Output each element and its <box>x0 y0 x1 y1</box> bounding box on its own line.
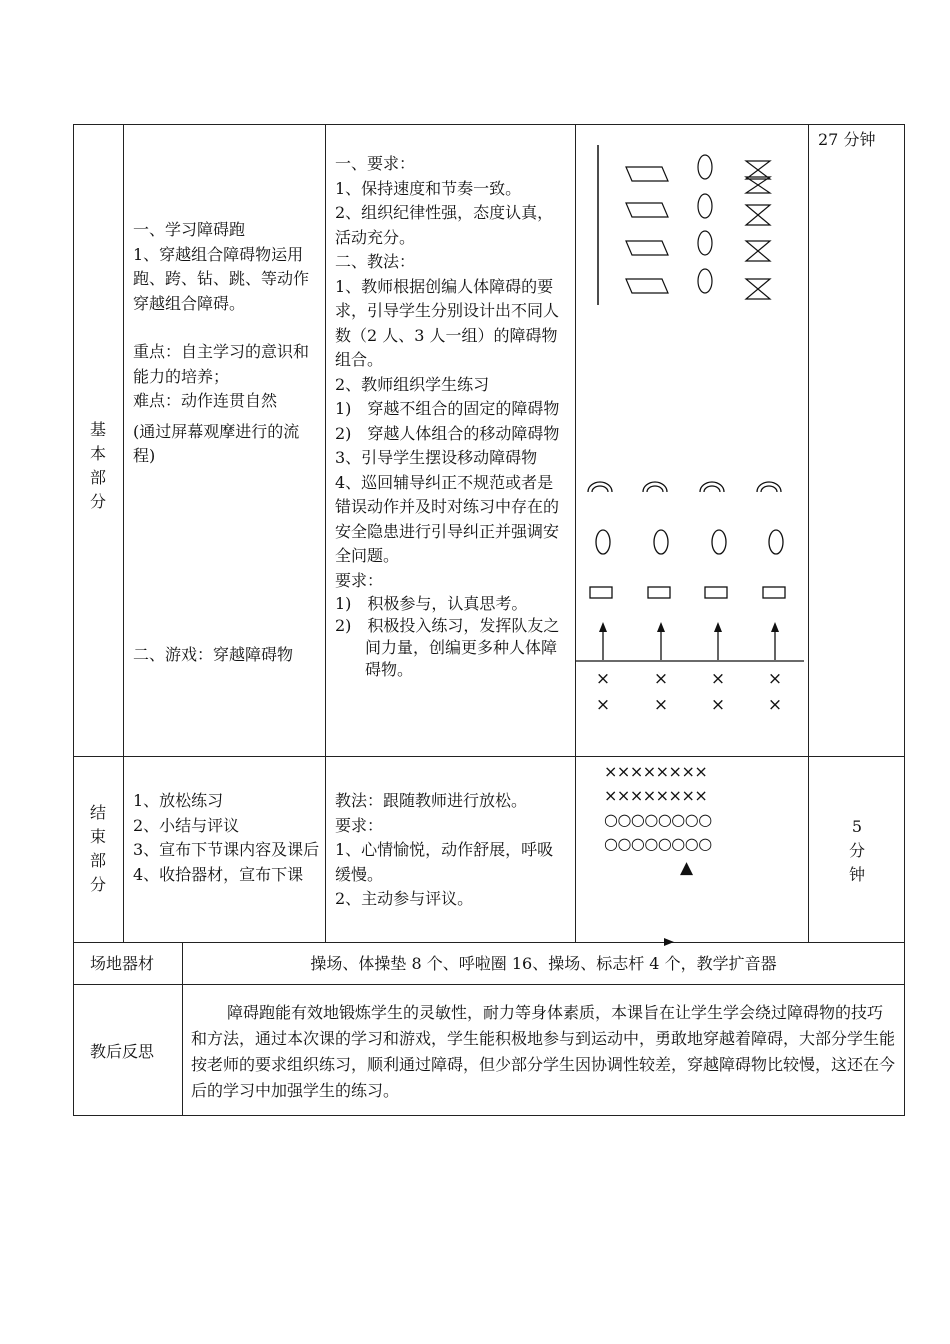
arrow-head-icon <box>657 622 665 632</box>
ending-section-label: 结 束 部 分 <box>89 803 106 894</box>
table-border-bottom <box>73 1115 905 1116</box>
game-formation-diagram <box>576 470 808 720</box>
ending-method-4: 2、主动参与评议。 <box>335 889 474 908</box>
teaching-2-2: 2) 穿越人体组合的移动障碍物 <box>335 423 560 443</box>
hurdle-icon <box>746 241 770 261</box>
student-mark: × <box>595 669 611 689</box>
teaching-4: 4、巡回辅导纠正不规范或者是错误动作并及时对练习中存在的安全隐患进行引导纠正并强调安全问题。 <box>335 472 560 565</box>
learning-heading: 一、学习障碍跑 <box>133 220 246 239</box>
ending-item-1: 1、放松练习 <box>133 791 224 810</box>
student-mark: × <box>710 669 726 689</box>
teaching-1: 1、教师根据创编人体障碍的要求，引导学生分别设计出不同人数（2 人、3 人一组）的障碍物组合。 <box>335 276 560 369</box>
mat-icon <box>705 587 727 598</box>
key-point: 重点：自主学习的意识和能力的培养； <box>133 342 310 386</box>
teaching-heading: 二、教法： <box>335 252 416 271</box>
mat-icon <box>648 587 670 598</box>
teacher-icon: ▲ <box>680 858 693 878</box>
row-divider-basic-end <box>73 756 905 757</box>
table-border-right <box>904 124 905 1116</box>
student-mark: × <box>595 695 611 715</box>
difficulty: 难点：动作连贯自然 <box>133 391 278 410</box>
requirement-2-1: 1) 积极参与，认真思考。 <box>335 594 528 613</box>
formation-row-4: ○○○○○○○○ <box>604 834 712 853</box>
equipment-value: 操场、体操垫 8 个、呼啦圈 16、操场、标志杆 4 个，教学扩音器 <box>310 954 777 973</box>
small-arrow-icon <box>662 937 676 947</box>
requirement-2: 2、组织纪律性强，态度认真，活动充分。 <box>335 203 554 247</box>
col-divider-4 <box>808 124 809 943</box>
row-divider-equipment-end <box>73 984 905 985</box>
hoop-icon <box>698 155 712 179</box>
col-divider-1 <box>123 124 124 943</box>
mat-icon <box>590 587 612 598</box>
mat-icon <box>626 167 668 181</box>
hoop-icon <box>596 530 610 554</box>
mat-icon <box>626 241 668 255</box>
arch-icon <box>588 482 612 492</box>
hoop-icon <box>698 231 712 255</box>
col-divider-2 <box>325 124 326 943</box>
hurdle-icon <box>746 161 770 193</box>
ending-content <box>133 789 321 887</box>
student-mark: × <box>653 669 669 689</box>
requirement-heading: 一、要求： <box>335 154 416 173</box>
formation-row-2: ×××××××× <box>604 786 708 805</box>
ending-time: 5 分 钟 <box>848 817 865 884</box>
teaching-2: 2、教师组织学生练习 <box>335 374 490 394</box>
arch-icon <box>643 482 667 492</box>
ending-method-3: 1、心情愉悦，动作舒展，呼吸缓慢。 <box>335 840 554 884</box>
hurdle-icon <box>746 279 770 299</box>
ending-method-1: 教法：跟随教师进行放松。 <box>335 791 528 810</box>
student-mark: × <box>653 695 669 715</box>
ending-item-4: 4、收拾器材，宣布下课 <box>133 864 304 884</box>
hoop-icon <box>712 530 726 554</box>
basic-method <box>335 152 569 681</box>
ending-method-2: 要求： <box>335 815 384 835</box>
learning-item-1: 1、穿越组合障碍物运用跑、跨、钻、跳、等动作穿越组合障碍。 <box>133 244 310 313</box>
teaching-2-1: 1) 穿越不组合的固定的障碍物 <box>335 399 560 418</box>
hoop-icon <box>698 194 712 218</box>
mat-icon <box>626 203 668 217</box>
student-mark: × <box>767 695 783 715</box>
ending-item-2: 2、小结与评议 <box>133 815 240 835</box>
ending-method <box>335 789 569 912</box>
formation-row-3: ○○○○○○○○ <box>604 810 712 829</box>
arrow-head-icon <box>599 622 607 632</box>
equipment-label: 场地器材 <box>90 954 155 973</box>
requirement-1: 1、保持速度和节奏一致。 <box>335 178 522 198</box>
arrow-head-icon <box>771 622 779 632</box>
mat-icon <box>763 587 785 598</box>
reflection-text: 障碍跑能有效地锻炼学生的灵敏性，耐力等身体素质，本课旨在让学生学会绕过障碍物的技巧和方法，通过本次课的学习和游戏，学生能积极地参与到运动中，勇敢地穿越着障碍，大部分学生能按老师的要求组织练习，顺利通过障碍，但少部分学生因协调性较差，穿越障碍物比较慢，这还在今后的学习中加强学生的练习。 <box>191 1003 896 1100</box>
student-mark: × <box>767 669 783 689</box>
table-border-left <box>73 124 74 1116</box>
basic-time: 27 分钟 <box>818 130 876 149</box>
row-divider-ending-end <box>73 942 905 943</box>
hurdle-icon <box>746 205 770 225</box>
reflection-label: 教后反思 <box>90 1042 155 1061</box>
ending-item-3: 3、宣布下节课内容及课后 <box>133 840 320 859</box>
student-mark: × <box>710 695 726 715</box>
arch-icon <box>757 482 781 492</box>
ending-formation <box>604 760 764 880</box>
process-note: (通过屏幕观摩进行的流程) <box>133 421 300 465</box>
basic-section-label: 基 本 部 分 <box>89 420 106 511</box>
game-heading: 二、游戏：穿越障碍物 <box>133 645 294 664</box>
hoop-icon <box>698 269 712 293</box>
formation-row-1: ×××××××× <box>604 762 708 781</box>
hoop-icon <box>769 530 783 554</box>
hoop-icon <box>654 530 668 554</box>
basic-content <box>133 218 321 469</box>
teaching-3: 3、引导学生摆设移动障碍物 <box>335 448 538 467</box>
arch-icon <box>700 482 724 492</box>
mat-icon <box>626 279 668 293</box>
arrow-head-icon <box>714 622 722 632</box>
obstacle-course-diagram <box>576 125 808 445</box>
requirement-2-2: 2) 积极投入练习，发挥队友之间力量，创编更多种人体障碍物。 <box>335 616 560 679</box>
requirement-2-heading: 要求： <box>335 570 384 590</box>
